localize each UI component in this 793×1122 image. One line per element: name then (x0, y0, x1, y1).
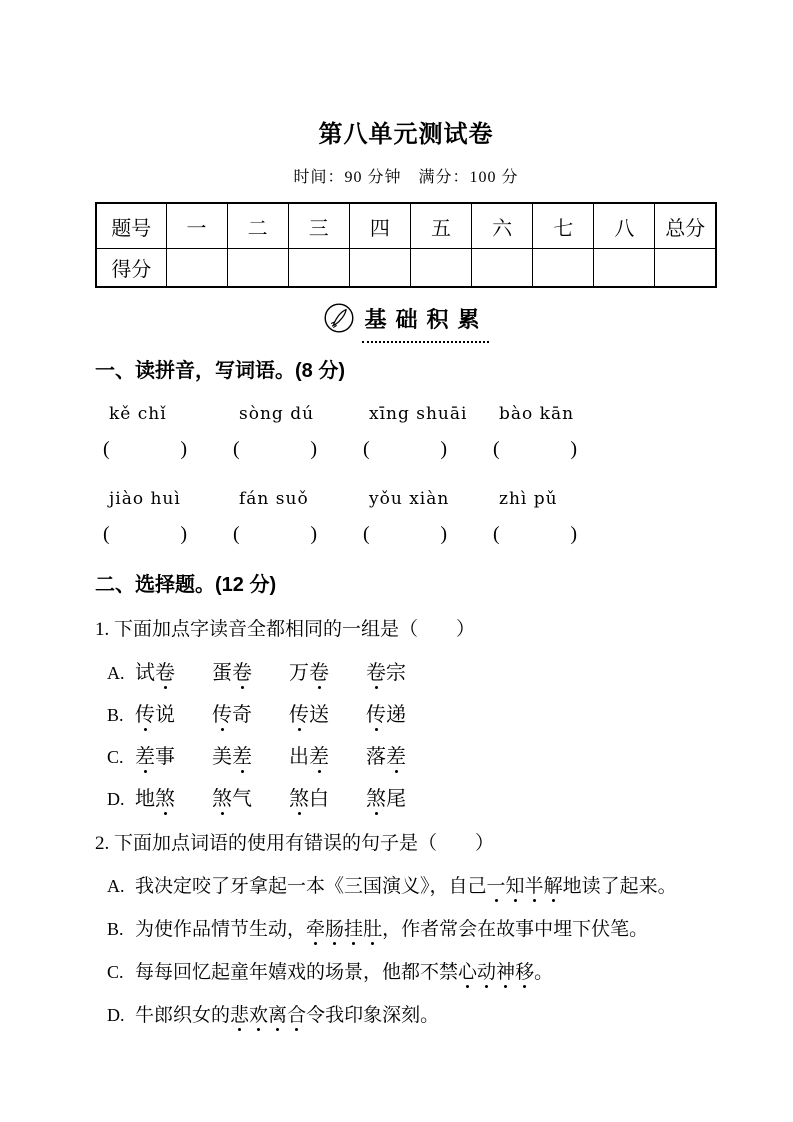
q1-option-c (107, 744, 717, 770)
answer-blank (363, 438, 447, 461)
score-cell (166, 249, 227, 288)
open-paren: ( (363, 523, 370, 545)
q1-option-b (107, 702, 717, 728)
answer-paren-row-2 (103, 523, 717, 546)
pinyin-row-2 (109, 489, 717, 509)
answer-paren-row-1 (103, 438, 717, 461)
option-label: D. (107, 1004, 125, 1025)
answer-blank (493, 438, 577, 461)
question-2 (95, 832, 717, 1028)
score-table-header-cell: 总分 (655, 203, 716, 249)
option-label: A. (107, 662, 125, 683)
close-paren: ) (180, 523, 187, 545)
q2-option-c (107, 960, 717, 985)
question-1-options (95, 660, 717, 812)
part2-heading: 二、选择题。(12 分) (95, 574, 277, 596)
question-2-options (95, 874, 717, 1028)
question-1 (95, 618, 717, 812)
score-cell (410, 249, 471, 288)
open-paren: ( (233, 523, 240, 545)
close-paren: ) (180, 438, 187, 460)
score-table-header-cell: 二 (227, 203, 288, 249)
exam-paper (95, 0, 717, 1028)
q2-option-d (107, 1003, 717, 1028)
open-paren: ( (103, 523, 110, 545)
score-table-header-cell: 七 (533, 203, 594, 249)
score-cell (227, 249, 288, 288)
pinyin-word: bào kān (499, 404, 575, 424)
option-label: B. (107, 704, 124, 725)
section-title: 基础积累 (362, 300, 488, 343)
open-paren: ( (363, 438, 370, 460)
question-2-stem: 2. 下面加点词语的使用有错误的句子是（ ） (95, 832, 495, 854)
score-table (95, 202, 717, 288)
section-banner (95, 300, 717, 343)
close-paren: ) (440, 438, 447, 460)
close-paren: ) (570, 523, 577, 545)
close-paren: ) (440, 523, 447, 545)
option-text: 差事 美差 出差 落差 (135, 745, 406, 768)
score-row-label: 得分 (96, 249, 166, 288)
pinyin-word: kě chǐ (109, 404, 167, 424)
q2-option-b (107, 917, 717, 942)
open-paren: ( (493, 523, 500, 545)
option-text: 传说 传奇 传送 传递 (135, 703, 406, 726)
score-table-header-cell: 三 (288, 203, 349, 249)
pinyin-word: jiào huì (109, 489, 181, 509)
score-cell (288, 249, 349, 288)
answer-blank (103, 438, 187, 461)
option-label: C. (107, 961, 124, 982)
pinyin-word: xīng shuāi (369, 404, 468, 424)
option-text: 我决定咬了牙拿起一本《三国演义》，自己一知半解地读了起来。 (135, 875, 677, 897)
part1-heading: 一、读拼音，写词语。(8 分) (95, 360, 345, 382)
option-text: 试卷 蛋卷 万卷 卷宗 (135, 661, 406, 684)
q1-option-a (107, 660, 717, 686)
option-text: 地煞 煞气 煞白 煞尾 (135, 787, 406, 810)
option-label: A. (107, 875, 125, 896)
writing-hand-icon (323, 302, 355, 334)
pinyin-word: zhì pǔ (499, 489, 558, 509)
score-table-header-cell: 一 (166, 203, 227, 249)
answer-blank (363, 523, 447, 546)
close-paren: ) (310, 523, 317, 545)
page-title: 第八单元测试卷 (318, 121, 494, 148)
open-paren: ( (493, 438, 500, 460)
option-text: 每每回忆起童年嬉戏的场景，他都不禁心动神移。 (135, 961, 554, 983)
pinyin-word: fán suǒ (239, 489, 309, 509)
q2-option-a (107, 874, 717, 899)
exam-meta: 时间：90 分钟 满分：100 分 (293, 169, 519, 186)
score-cell (349, 249, 410, 288)
option-label: C. (107, 746, 124, 767)
option-text: 牛郎织女的悲欢离合令我印象深刻。 (135, 1004, 440, 1026)
open-paren: ( (233, 438, 240, 460)
answer-blank (233, 523, 317, 546)
open-paren: ( (103, 438, 110, 460)
option-text: 为使作品情节生动，牵肠挂肚，作者常会在故事中埋下伏笔。 (135, 918, 649, 940)
close-paren: ) (310, 438, 317, 460)
score-table-header-cell: 四 (349, 203, 410, 249)
q1-option-d (107, 786, 717, 812)
score-cell (655, 249, 716, 288)
score-table-header-cell: 八 (594, 203, 655, 249)
score-table-header-row (96, 203, 716, 249)
answer-blank (493, 523, 577, 546)
option-label: D. (107, 788, 125, 809)
question-1-stem: 1. 下面加点字读音全都相同的一组是（ ） (95, 619, 476, 640)
answer-blank (233, 438, 317, 461)
score-cell (594, 249, 655, 288)
pinyin-word: yǒu xiàn (369, 489, 450, 509)
pinyin-word: sòng dú (239, 404, 315, 424)
option-label: B. (107, 918, 124, 939)
pinyin-row-1 (109, 404, 717, 424)
close-paren: ) (570, 438, 577, 460)
score-table-header-cell: 五 (410, 203, 471, 249)
score-table-header-cell: 题号 (96, 203, 166, 249)
answer-blank (103, 523, 187, 546)
score-table-score-row (96, 249, 716, 288)
score-table-header-cell: 六 (472, 203, 533, 249)
score-cell (533, 249, 594, 288)
score-cell (472, 249, 533, 288)
